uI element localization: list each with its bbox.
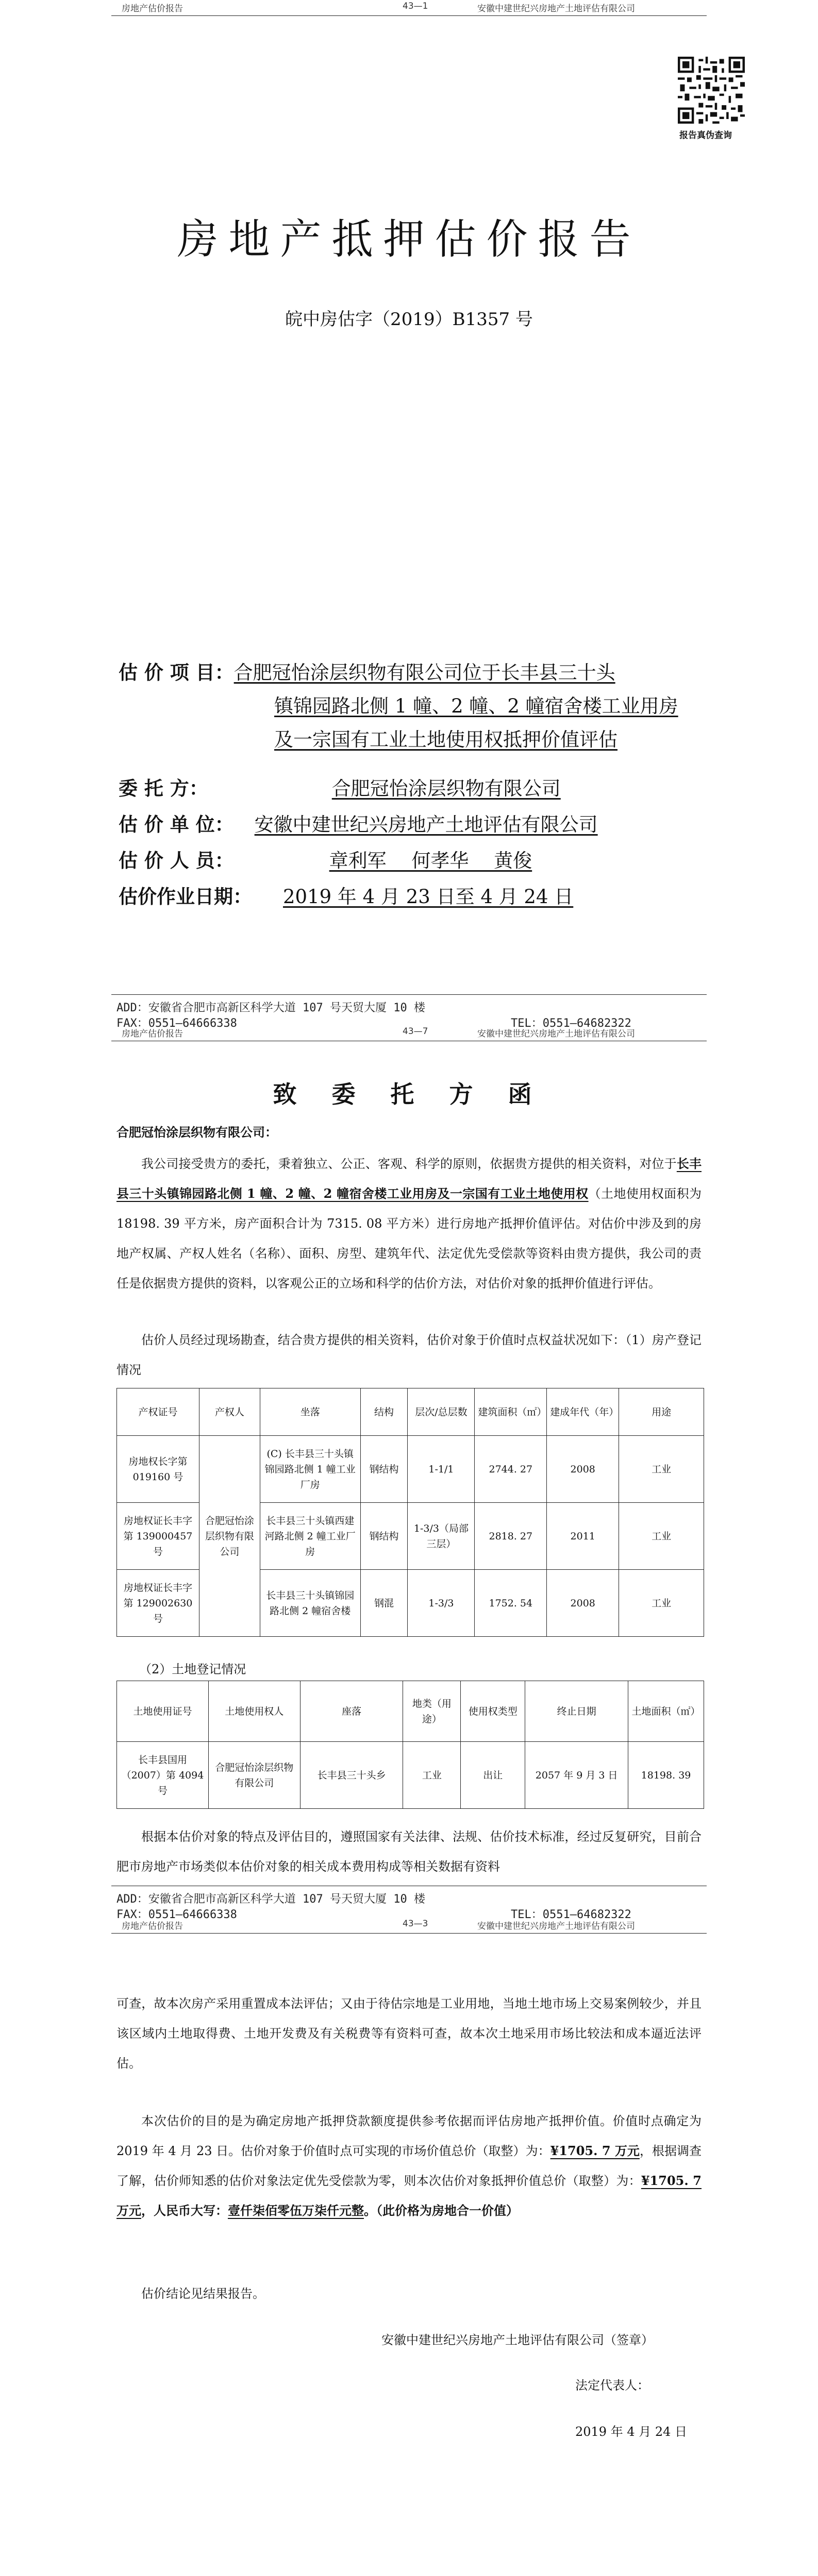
table-row: 房地权证长丰字第 129002630 号 长丰县三十头镇锦园路北侧 2 幢宿舍楼 钢混 1-3/3 1752. 54 2008 工业 bbox=[117, 1570, 704, 1637]
sign-company: 安徽中建世纪兴房地产土地评估有限公司（签章） bbox=[381, 2333, 654, 2347]
letter-title: 致 委 托 方 函 bbox=[273, 1080, 545, 1108]
footer-tel: TEL：0551—64682322 bbox=[511, 1908, 631, 1921]
page-footer-2 bbox=[111, 1886, 707, 1922]
sign-date: 2019 年 4 月 24 日 bbox=[575, 2425, 688, 2439]
footer-address: ADD：安徽省合肥市高新区科学大道 107 号天贸大厦 10 楼 bbox=[116, 1002, 425, 1014]
header-left: 房地产估价报告 bbox=[122, 1029, 183, 1039]
letter-paragraph-2: 估价人员经过现场勘查，结合贵方提供的相关资料，估价对象于价值时点权益状况如下：（1）房产登记情况 bbox=[116, 1333, 702, 1377]
field-item-label: 估 价 项 目： bbox=[119, 662, 234, 684]
sign-representative: 法定代表人： bbox=[575, 2378, 649, 2393]
table-row: 长丰县国用（2007）第 4094 号 合肥冠怡涂层织物有限公司 长丰县三十头乡 工业 出让 2057 年 9 月 3 日 18198. 39 bbox=[117, 1742, 704, 1809]
field-date-label: 估价作业日期： bbox=[119, 886, 252, 908]
field-unit-label: 估 价 单 位： bbox=[119, 814, 234, 836]
table-header-row: 土地使用证号 土地使用权人 座落 地类（用途） 使用权类型 终止日期 土地面积（㎡） bbox=[117, 1681, 704, 1742]
header-right: 安徽中建世纪兴房地产土地评估有限公司 bbox=[477, 1921, 635, 1931]
table-row: 房地权长字第 019160 号 合肥冠怡涂层织物有限公司 (C) 长丰县三十头镇锦园路北侧 1 幢工业厂房 钢结构 1-1/1 2744. 27 2008 工业 bbox=[117, 1436, 704, 1503]
page-header bbox=[111, 0, 707, 16]
page-header bbox=[111, 1025, 707, 1041]
land-table bbox=[116, 1681, 704, 1809]
field-unit-value: 安徽中建世纪兴房地产土地评估有限公司 bbox=[254, 814, 598, 836]
letter-salutation: 合肥冠怡涂层织物有限公司： bbox=[116, 1125, 277, 1140]
letter-paragraph-6: 估价结论见结果报告。 bbox=[141, 2286, 265, 2301]
property-location: 长丰县三十头镇锦园路北侧 1 幢、2 幢、2 幢宿舍楼工业用房及一宗国有工业土地使用权 bbox=[116, 1156, 702, 1201]
mortgage-value: ¥1705. 7 万元 bbox=[116, 2173, 702, 2218]
field-persons-value: 章利军 何孝华 黄俊 bbox=[329, 850, 532, 872]
property-table bbox=[116, 1388, 704, 1637]
owner-cell: 合肥冠怡涂层织物有限公司 bbox=[199, 1436, 260, 1637]
header-page-number: 43—3 bbox=[403, 1919, 428, 1929]
letter-paragraph-5: 本次估价的目的是为确定房地产抵押贷款额度提供参考依据而评估房地产抵押价值。价值时点确定为 2019 年 4 月 23 日。估价对象于价值时点可实现的市场价值总价（取整）为：¥1705. 7 万元，根据调查了解，估价师知悉的估价对象法定优先受偿款为零，则本次估价对象抵押价值总价（取整）为：¥1705. 7 万元，人民币大写：壹仟柒佰零伍万柒仟元整。（此价格为房地合一价值） bbox=[116, 2114, 702, 2218]
field-persons-label: 估 价 人 员： bbox=[119, 850, 234, 872]
field-client bbox=[119, 773, 617, 801]
letter-paragraph-3: 根据本估价对象的特点及评估目的，遵照国家有关法律、法规、估价技术标准，经过反复研究，目前合肥市房地产市场类似本估价对象的相关成本费用构成等相关数据有资料 bbox=[116, 1829, 702, 1874]
table-row: 房地权证长丰字第 139000457 号 长丰县三十头镇西建河路北侧 2 幢工业厂房 钢结构 1-3/3（局部三层） 2818. 27 2011 工业 bbox=[117, 1503, 704, 1570]
letter-paragraph-4: 可查，故本次房产采用重置成本法评估；又由于待估宗地是工业用地，当地土地市场上交易案例较少，并且该区域内土地取得费、土地开发费及有关税费等有资料可查，故本次土地采用市场比较法和成本逼近法评估。 bbox=[116, 1996, 702, 2071]
table-header-row: 产权证号 产权人 坐落 结构 层次/总层数 建筑面积（㎡） 建成年代（年） 用途 bbox=[117, 1388, 704, 1436]
qr-code-icon[interactable] bbox=[678, 57, 745, 124]
field-item-line1: 合肥冠怡涂层织物有限公司位于长丰县三十头 bbox=[233, 662, 615, 684]
header-page-number: 43—7 bbox=[403, 1026, 428, 1037]
report-title: 房地产抵押估价报告 bbox=[177, 215, 641, 263]
page-header bbox=[111, 1918, 707, 1934]
qr-caption: 报告真伪查询 bbox=[679, 130, 732, 141]
field-client-value: 合肥冠怡涂层织物有限公司 bbox=[331, 777, 561, 800]
field-unit bbox=[119, 809, 619, 837]
mortgage-value-uppercase: 壹仟柒佰零伍万柒仟元整 bbox=[228, 2203, 364, 2218]
footer-fax: FAX：0551—64666338 bbox=[116, 1908, 237, 1921]
header-left: 房地产估价报告 bbox=[122, 1921, 183, 1931]
field-item-line2: 镇锦园路北侧 1 幢、2 幢、2 幢宿舍楼工业用房 bbox=[274, 695, 678, 717]
field-persons bbox=[119, 845, 620, 873]
footer-tel: TEL：0551—64682322 bbox=[511, 1017, 631, 1030]
market-value: ¥1705. 7 万元 bbox=[550, 2143, 640, 2158]
land-table-caption: （2）土地登记情况 bbox=[139, 1662, 246, 1676]
field-date-value: 2019 年 4 月 23 日至 4 月 24 日 bbox=[283, 886, 574, 908]
header-left: 房地产估价报告 bbox=[122, 4, 183, 14]
header-right: 安徽中建世纪兴房地产土地评估有限公司 bbox=[477, 4, 635, 14]
field-item bbox=[119, 657, 615, 685]
header-page-number: 43—1 bbox=[403, 1, 428, 11]
field-item-line3: 及一宗国有工业土地使用权抵押价值评估 bbox=[274, 728, 617, 751]
letter-paragraph-1: 我公司接受贵方的委托，秉着独立、公正、客观、科学的原则，依据贵方提供的相关资料，对位于长丰县三十头镇锦园路北侧 1 幢、2 幢、2 幢宿舍楼工业用房及一宗国有工业土地使用权（土地使用权面积为 18198. 39 平方米，房产面积合计为 7315. 08 平方米）进行房地产抵押价值评估。对估价中涉及到的房地产权属、产权人姓名（名称）、面积、房型、建筑年代、法定优先受偿款等资料由贵方提供，我公司的责任是依据贵方提供的资料，以客观公正的立场和科学的估价方法，对估价对象的抵押价值进行评估。 bbox=[116, 1156, 702, 1291]
footer-address: ADD：安徽省合肥市高新区科学大道 107 号天贸大厦 10 楼 bbox=[116, 1893, 425, 1906]
footer-fax: FAX：0551—64666338 bbox=[116, 1017, 237, 1030]
header-right: 安徽中建世纪兴房地产土地评估有限公司 bbox=[477, 1029, 635, 1039]
field-client-label: 委 托 方： bbox=[119, 777, 208, 800]
field-date bbox=[119, 881, 630, 909]
report-number: 皖中房估字（2019）B1357 号 bbox=[285, 309, 533, 330]
